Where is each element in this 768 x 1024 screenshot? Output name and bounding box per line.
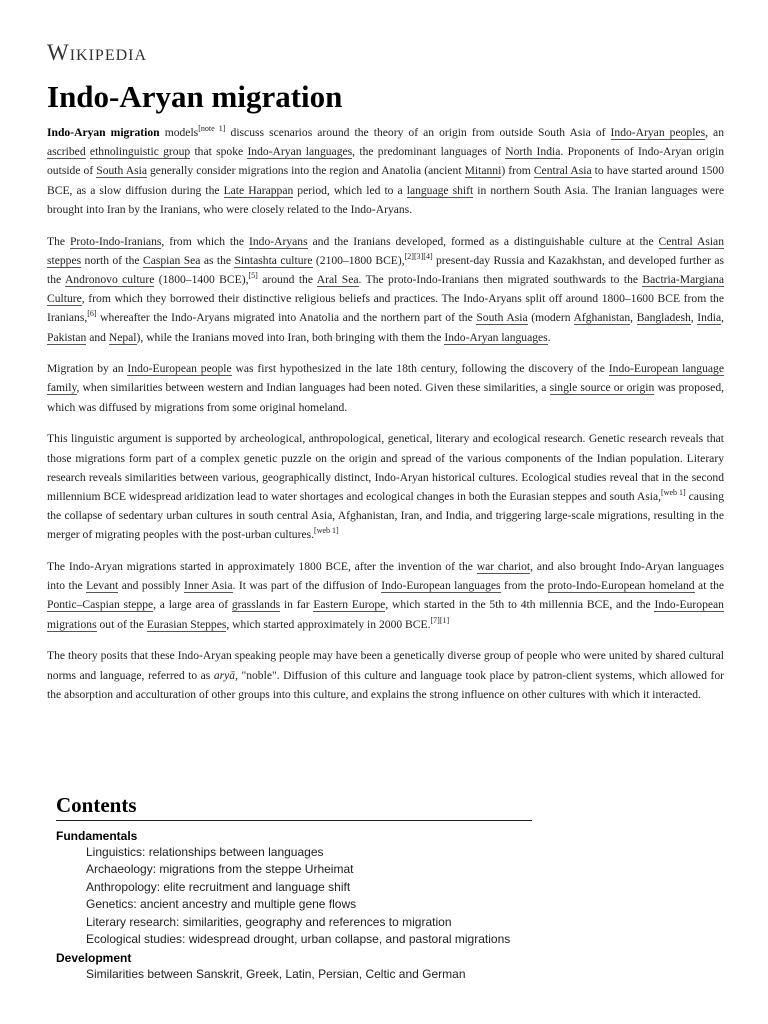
text-run: , an	[705, 126, 724, 139]
table-of-contents	[56, 792, 532, 984]
toc-subsection-link[interactable]: Linguistics: relationships between languages	[86, 845, 324, 859]
text-run: from the	[500, 579, 548, 593]
text-run: ,	[630, 311, 637, 325]
wiki-link[interactable]: North India	[505, 145, 561, 159]
wiki-link[interactable]: South Asia	[96, 164, 147, 178]
text-run: causing the collapse of sedentary urban cultures in south central Asia, Afghanistan, Iran, and India, and triggering large-scale migrations, resulting in the merger of migrating peoples with the post-urban cultures.	[47, 489, 725, 542]
wiki-link[interactable]: Eastern Europe	[313, 598, 386, 612]
text-run: (modern	[527, 311, 574, 325]
text-run: . It was part of the diffusion of	[232, 579, 382, 593]
toc-heading: Contents	[56, 792, 532, 821]
text-run: , the predominant languages of	[352, 145, 506, 159]
bold-term: Indo-Aryan migration	[47, 126, 160, 139]
article-paragraph	[47, 557, 724, 634]
wiki-link[interactable]: Indo-Aryan languages	[444, 330, 548, 344]
wiki-link[interactable]: Sintashta culture	[234, 253, 313, 267]
text-run: in far	[280, 598, 314, 612]
text-run: north of the	[81, 253, 143, 267]
text-run: Migration by an	[47, 362, 128, 376]
text-run: The theory posits that these Indo-Aryan speaking people may have been a genetically diverse group of people who were united by shared cultural norms and language, referred to as	[47, 649, 724, 682]
wiki-link[interactable]: Caspian Sea	[142, 253, 201, 267]
text-run: (1800–1400 BCE),	[154, 272, 249, 286]
citation-link[interactable]: [2][3][4]	[404, 251, 433, 261]
text-run: , which started in the 5th to 4th millennia BCE, and the	[385, 598, 655, 612]
article-body	[47, 123, 724, 704]
toc-subsection-link[interactable]: Archaeology: migrations from the steppe Urheimat	[86, 862, 354, 877]
toc-subsection-link[interactable]: Literary research: similarities, geography and references to migration	[86, 914, 452, 929]
wiki-link[interactable]: proto-Indo-European homeland	[547, 579, 695, 593]
text-run: . Proponents of Indo-Aryan origin outside of	[47, 145, 725, 178]
wiki-link[interactable]: Pontic–Caspian steppe	[47, 598, 154, 612]
wiki-link[interactable]: war chariot	[476, 560, 531, 574]
text-run: as the	[200, 253, 235, 267]
wiki-link[interactable]: ascribed	[47, 145, 86, 159]
wiki-link[interactable]: ethnolinguistic group	[89, 145, 191, 159]
article-page	[47, 40, 724, 716]
wiki-link[interactable]: Indo-European language family	[47, 362, 724, 395]
toc-list	[56, 828, 532, 984]
page-title: Indo-Aryan migration	[47, 79, 343, 114]
wiki-link[interactable]: Indo-European migrations	[47, 598, 724, 631]
toc-subsection-link[interactable]: Similarities between Sanskrit, Greek, Latin, Persian, Celtic and German	[86, 967, 466, 982]
text-run: , which started approximately in 2000 BCE.	[226, 617, 431, 631]
text-run: that spoke	[190, 145, 248, 159]
text-run: , when similarities between western and Indian languages had been noted. Given these similarities, a	[76, 381, 550, 395]
text-run: ) from	[501, 164, 534, 178]
text-run: ,	[721, 311, 725, 325]
text-run: whereafter the Indo-Aryans migrated into Anatolia and the northern part of the	[96, 311, 477, 325]
text-run: around the	[257, 272, 317, 286]
text-run: , from which they borrowed their distinctive religious beliefs and practices. The Indo-Aryans split off around 1800–1600 BCE from the Iranians,	[47, 292, 724, 325]
wiki-link[interactable]: single source or origin	[549, 381, 655, 395]
text-run: was proposed, which was diffused by migrations from some original homeland.	[47, 381, 725, 414]
wiki-link[interactable]: Late Harappan	[223, 183, 294, 197]
text-run: discuss scenarios around the theory of an origin from outside South Asia of	[225, 126, 611, 139]
text-run: to have started around 1500 BCE, as a slow diffusion during the	[47, 164, 725, 197]
wiki-link[interactable]: Indo-European languages	[381, 579, 501, 593]
wiki-link[interactable]: Andronovo culture	[64, 272, 155, 286]
text-run: and	[86, 330, 109, 344]
text-run: , and also brought Indo-Aryan languages into the	[47, 560, 725, 593]
text-run: The Indo-Aryan migrations started in approximately 1800 BCE, after the invention of the	[47, 560, 477, 574]
text-run: ), while the Iranians moved into Iran, both bringing with them the	[136, 330, 445, 344]
article-paragraph	[47, 646, 724, 704]
wiki-link[interactable]: language shift	[406, 183, 474, 197]
text-run: , a large area of	[153, 598, 232, 612]
text-run: , "noble". Diffusion of this culture and language took place by patron-client systems, which allowed for the absorption and acculturation of other groups into this culture, and explains the strong influence on other cultures with which it interacted.	[47, 668, 725, 701]
wikipedia-wordmark[interactable]: Wikipedia	[47, 40, 148, 65]
article-paragraph	[47, 232, 724, 347]
toc-subsection-link[interactable]: Anthropology: elite recruitment and language shift	[86, 879, 351, 894]
wiki-link[interactable]: Proto-Indo-Iranians	[69, 234, 162, 248]
wiki-link[interactable]: Afghanistan	[573, 311, 631, 325]
text-run: in northern South Asia. The Iranian languages were brought into Iran by the Iranians, who were closely related to the Indo-Aryans.	[47, 183, 724, 216]
wiki-link[interactable]: Eurasian Steppes	[146, 617, 227, 631]
toc-section-link[interactable]: Fundamentals	[56, 829, 138, 843]
text-run: ,	[690, 311, 698, 325]
text-run: models	[159, 126, 199, 139]
text-run: generally consider migrations into the region and Anatolia (ancient	[146, 164, 465, 178]
wiki-link[interactable]: Mitanni	[464, 164, 502, 178]
text-run: was first hypothesized in the late 18th century, following the discovery of the	[231, 362, 609, 376]
citation-link[interactable]: [web 1]	[661, 488, 686, 498]
text-run: at the	[694, 579, 725, 593]
text-run: and possibly	[118, 579, 184, 593]
wiki-link[interactable]: Aral Sea	[316, 272, 359, 286]
wiki-link[interactable]: Indo-European people	[127, 362, 232, 376]
wiki-link[interactable]: Bangladesh	[636, 311, 691, 325]
text-run: present-day Russia and Kazakhstan, and developed further as the	[47, 253, 724, 286]
wiki-link[interactable]: South Asia	[476, 311, 528, 325]
article-paragraph	[47, 359, 724, 417]
text-run: out of the	[96, 617, 147, 631]
wiki-link[interactable]: Indo-Aryans	[248, 234, 308, 248]
wiki-link[interactable]: India	[697, 311, 722, 325]
article-paragraph	[47, 429, 724, 544]
wiki-link[interactable]: Indo-Aryan peoples	[610, 126, 706, 139]
article-paragraph	[47, 123, 724, 219]
toc-subsection-link[interactable]: Ecological studies: widespread drought, urban collapse, and pastoral migrations	[86, 932, 511, 947]
text-run: and the Iranians developed, formed as a distinguishable culture at the	[307, 234, 659, 248]
wiki-link[interactable]: Central Asia	[533, 164, 592, 178]
wiki-link[interactable]: Levant	[86, 579, 119, 593]
citation-link[interactable]: [web 1]	[314, 526, 339, 536]
text-run: period, which led to a	[293, 183, 407, 197]
toc-subsection-link[interactable]: Genetics: ancient ancestry and multiple gene flows	[86, 897, 357, 912]
wiki-link[interactable]: grasslands	[231, 598, 281, 612]
wiki-link[interactable]: Pakistan	[47, 330, 87, 344]
citation-link[interactable]: [5]	[248, 271, 258, 281]
wiki-link[interactable]: Inner Asia	[184, 579, 233, 593]
wiki-link[interactable]: Bactria-Margiana Culture	[47, 272, 724, 306]
wiki-link[interactable]: Indo-Aryan languages	[247, 145, 353, 159]
italic-term: aryā	[213, 668, 236, 682]
citation-link[interactable]: [6]	[87, 309, 97, 319]
toc-section-link[interactable]: Development	[56, 951, 132, 966]
wiki-link[interactable]: Central Asian steppes	[47, 234, 724, 267]
wiki-link[interactable]: Nepal	[108, 330, 137, 344]
text-run: .	[547, 330, 551, 344]
text-run: (2100–1800 BCE),	[312, 253, 405, 267]
citation-link[interactable]: [note 1]	[198, 124, 226, 134]
citation-link[interactable]: [7][1]	[430, 615, 450, 625]
text-run: This linguistic argument is supported by archeological, anthropological, genetical, literary and ecological research. Genetic research reveals that those migrations form part of a complex genetic puzzle on the origin and spread of the various components of the Indian population. Literary research reveals similarities between various, geographically distinct, Indo-Aryan historical cultures. Ecological studies reveal that in the second millennium BCE widespread aridization lead to water shortages and ecological changes in both the Eurasian steppes and south Asia,	[47, 432, 724, 503]
text-run: The	[47, 234, 70, 248]
text-run: , from which the	[161, 234, 249, 248]
text-run: . The proto-Indo-Iranians then migrated southwards to the	[358, 272, 643, 286]
